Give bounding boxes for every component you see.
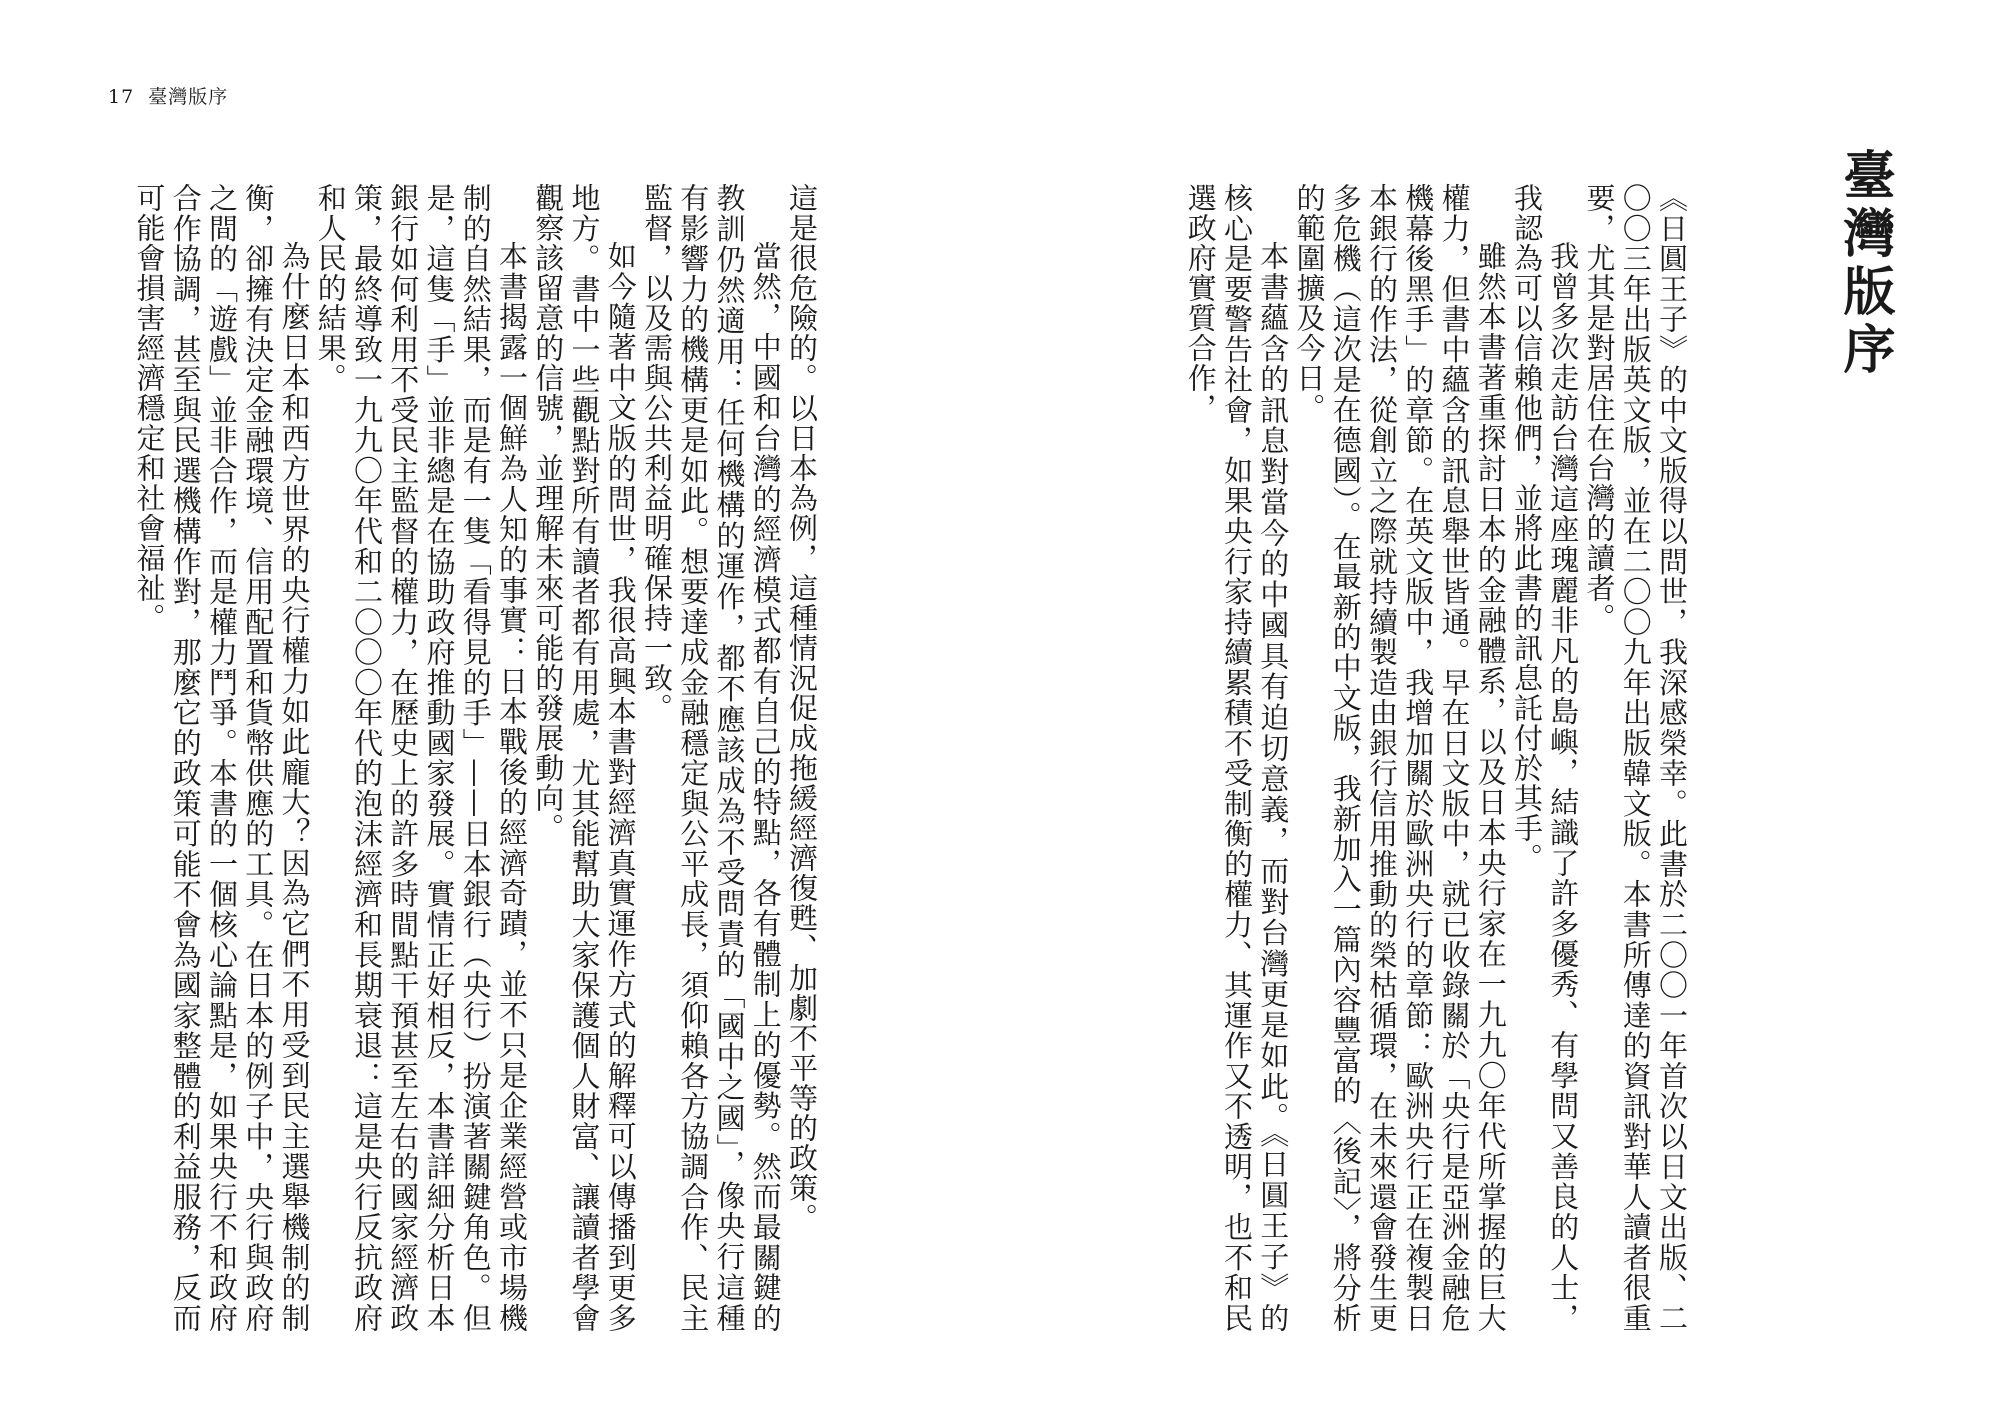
paragraph: 本書揭露一個鮮為人知的事實：日本戰後的經濟奇蹟，並不只是企業經營或市場機制的自然結果，而是有一隻「看得見的手」——日本銀行（央行）扮演著關鍵角色。但是，這隻「手」並非總是在協助政府推動國家發展。實情正好相反，本書詳細分析日本銀行如何利用不受民主監督的權力，在歷史上的許多時間點干預甚至左右的國家經濟政策，最終導致一九九〇年代和二〇〇〇年代的泡沫經濟和長期衰退：這是央行反抗政府和人民的結果。 [313, 183, 529, 1333]
paragraph: 如今隨著中文版的問世，我很高興本書對經濟真實運作方式的解釋可以傳播到更多地方。書中一些觀點對所有讀者都有用處，尤其能幫助大家保護個人財富、讓讀者學會觀察該留意的信號，並理解未來可能的發展動向。 [531, 183, 638, 1333]
page-number: 17 [108, 86, 135, 108]
paragraph: 雖然本書著重探討日本的金融體系，以及日本央行家在一九九〇年代所掌握的巨大權力，但書中蘊含的訊息舉世皆通。早在日文版中，就已收錄關於「央行是亞洲金融危機幕後黑手」的章節。在英文版中，我增加關於歐洲央行的章節：歐洲央行正在複製日本銀行的作法，從創立之際就持續製造由銀行信用推動的榮枯循環，在未來還會發生更多危機（這次是在德國）。在最新的中文版，我新加入一篇內容豐富的〈後記〉，將分析的範圍擴及今日。 [1292, 183, 1508, 1333]
paragraph: 為什麼日本和西方世界的央行權力如此龐大？因為它們不用受到民主選舉機制的制衡，卻擁有決定金融環境、信用配置和貨幣供應的工具。在日本的例子中，央行與政府之間的「遊戲」並非合作，而是權力鬥爭。本書的一個核心論點是，如果央行不和政府合作協調，甚至與民選機構作對，那麼它的政策可能不會為國家整體的利益服務，反而可能會損害經濟穩定和社會福祉。 [132, 183, 312, 1333]
right-page-body [1150, 183, 1690, 1333]
paragraph: 《日圓王子》的中文版得以問世，我深感榮幸。此書於二〇〇一年首次以日文出版、二〇〇三年出版英文版，並在二〇〇九年出版韓文版。本書所傳達的資訊對華人讀者很重要，尤其是對居住在台灣的讀者。 [1582, 183, 1689, 1333]
running-title: 臺灣版序 [148, 86, 229, 108]
paragraph: 本書蘊含的訊息對當今的中國具有迫切意義，而對台灣更是如此。《日圓王子》的核心是要警告社會，如果央行家持續累積不受制衡的權力、其運作又不透明，也不和民選政府實質合作， [1183, 183, 1291, 1333]
left-page-body [100, 183, 820, 1333]
paragraph: 這是很危險的。以日本為例，這種情況促成拖緩經濟復甦、加劇不平等的政策。 [785, 183, 819, 1233]
running-header [108, 82, 228, 109]
chapter-title: 臺灣版序 [1834, 148, 1895, 380]
paragraph: 我曾多次走訪台灣這座瑰麗非凡的島嶼，結識了許多優秀、有學問又善良的人士，我認為可以信賴他們，並將此書的訊息託付於其手。 [1510, 183, 1581, 1333]
paragraph: 當然，中國和台灣的經濟模式都有自己的特點，各有體制上的優勢。然而最關鍵的教訓仍然適用：任何機構的運作，都不應該成為不受問責的「國中之國」，像央行這種有影響力的機構更是如此。想要達成金融穩定與公平成長，須仰賴各方協調合作、民主監督，以及需與公共利益明確保持一致。 [640, 183, 783, 1333]
